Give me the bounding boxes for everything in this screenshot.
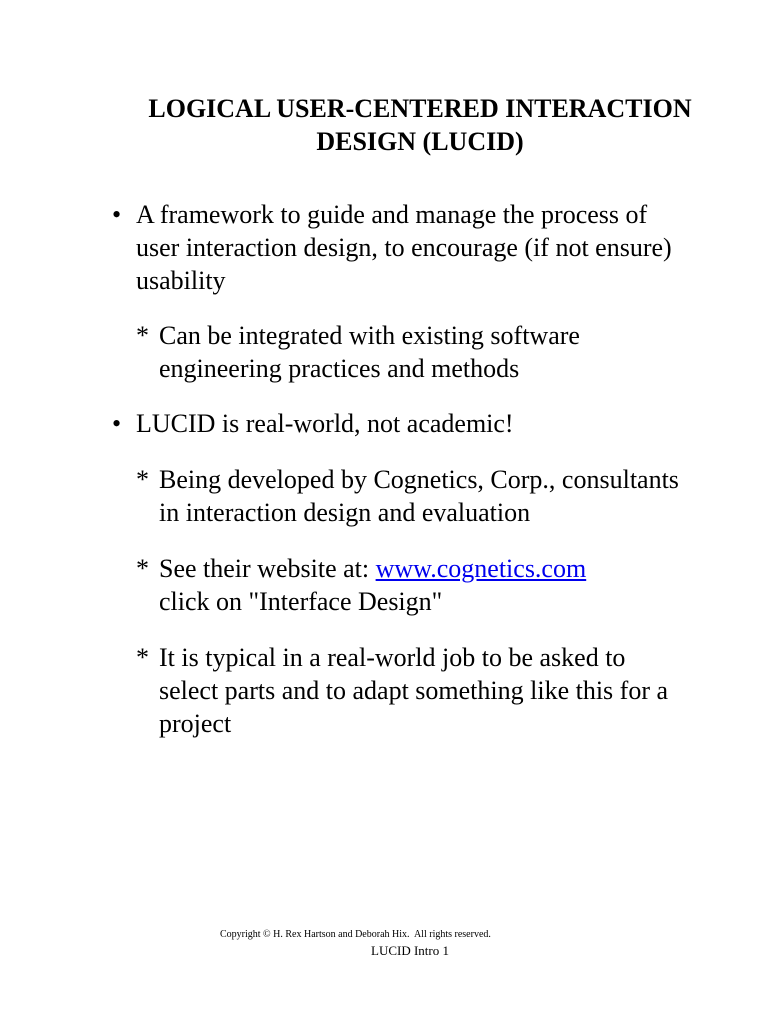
- title-line-1: LOGICAL USER-CENTERED INTERACTION: [148, 94, 692, 123]
- subpoint-line: engineering practices and methods: [159, 354, 520, 383]
- bullet-marker: •: [112, 409, 122, 438]
- bullet-line: A framework to guide and manage the process of: [136, 200, 648, 229]
- subpoint-line: click on "Interface Design": [159, 587, 443, 616]
- bullet-framework: [112, 198, 672, 297]
- subpoint-marker: *: [136, 465, 149, 494]
- subpoint-line: It is typical in a real-world job to be asked to: [159, 643, 626, 672]
- subpoint-typical-job: [136, 641, 668, 740]
- subpoint-marker: *: [136, 554, 149, 583]
- website-prefix: See their website at:: [159, 554, 376, 583]
- subpoint-line: select parts and to adapt something like this for a: [159, 676, 669, 705]
- bullet-real-world: [112, 407, 514, 440]
- bullet-line: LUCID is real-world, not academic!: [136, 409, 514, 438]
- title-line-2: DESIGN (LUCID): [316, 127, 524, 156]
- cognetics-link[interactable]: www.cognetics.com: [375, 554, 587, 583]
- subpoint-text: [159, 552, 586, 618]
- subpoint-website: [136, 552, 586, 618]
- bullet-line: usability: [136, 266, 226, 295]
- subpoint-integration: [136, 319, 580, 385]
- subpoint-text: [159, 319, 580, 385]
- subpoint-marker: *: [136, 321, 149, 350]
- subpoint-line: project: [159, 709, 232, 738]
- subpoint-text: [159, 641, 668, 740]
- subpoint-text: [159, 463, 679, 529]
- subpoint-line: Can be integrated with existing software: [159, 321, 580, 350]
- subpoint-line: [159, 552, 586, 585]
- subpoint-line: Being developed by Cognetics, Corp., consultants: [159, 465, 679, 494]
- page-title: [100, 92, 740, 158]
- bullet-text: [136, 407, 514, 440]
- copyright-notice: Copyright © H. Rex Hartson and Deborah Hix. All rights reserved.: [220, 929, 491, 940]
- subpoint-marker: *: [136, 643, 149, 672]
- bullet-line: user interaction design, to encourage (if not ensure): [136, 233, 672, 262]
- bullet-text: [136, 198, 672, 297]
- subpoint-line: in interaction design and evaluation: [159, 498, 531, 527]
- subpoint-cognetics: [136, 463, 679, 529]
- page-label: LUCID Intro 1: [371, 943, 449, 958]
- bullet-marker: •: [112, 200, 122, 229]
